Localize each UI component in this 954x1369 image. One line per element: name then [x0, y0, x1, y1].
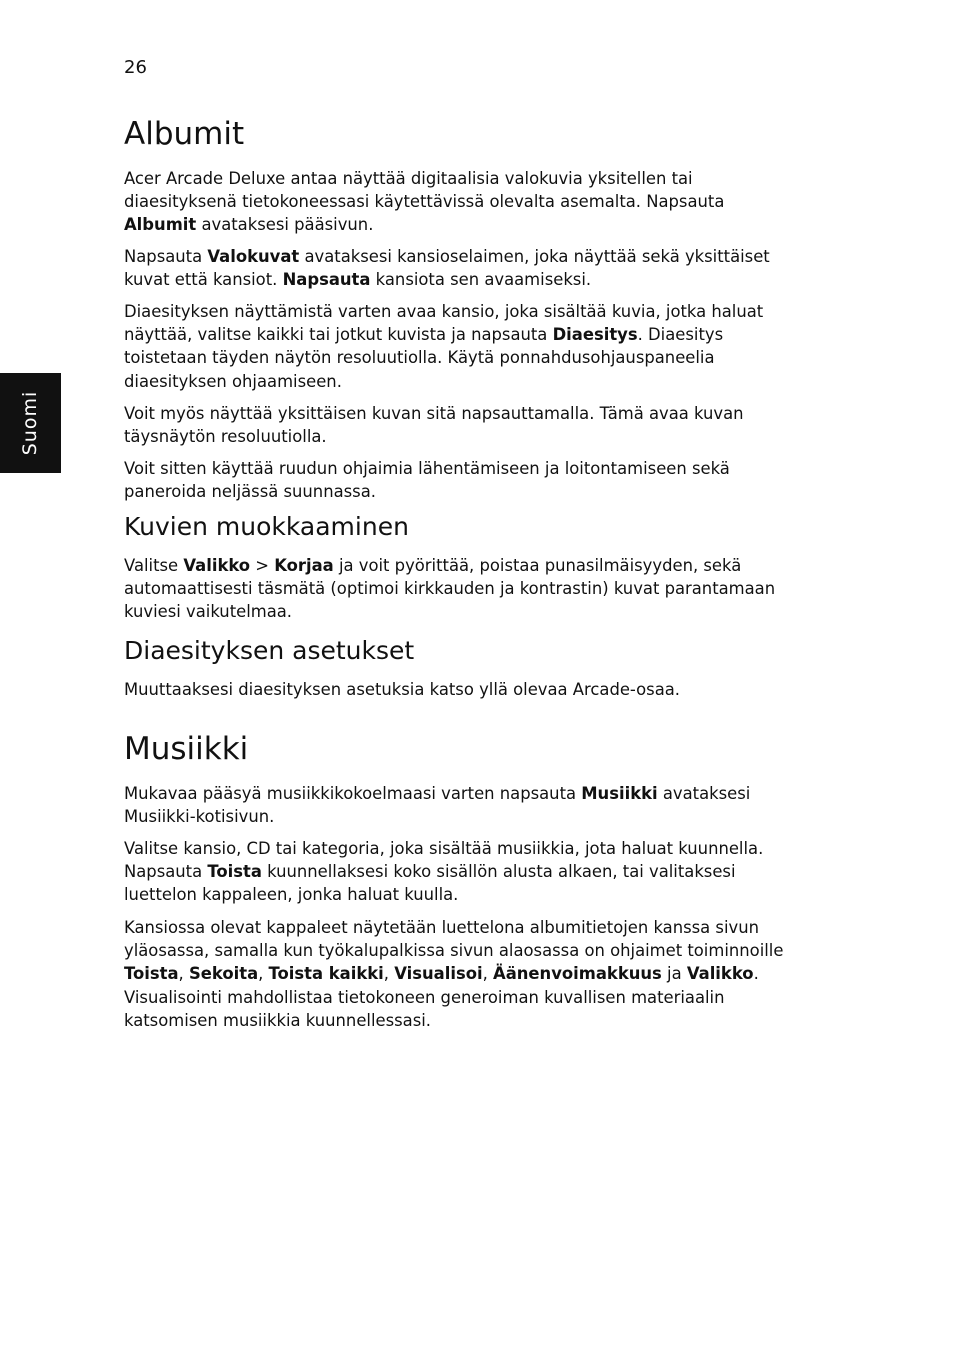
term-valikko: Valikko [686, 964, 754, 984]
paragraph-albumit-3 [124, 300, 824, 393]
text-line: katsomisen musiikkia kuunnellessasi. [124, 1010, 432, 1030]
text-line: Albumit avataksesi pääsivun. [124, 215, 374, 235]
heading-albumit: Albumit [124, 116, 245, 152]
text-line: diaesityksenä tietokoneessasi käytettävissä olevalta asemalta. Napsauta [124, 192, 725, 212]
text-line: paneroida neljässä suunnassa. [124, 482, 376, 502]
text-line: näyttää, valitse kaikki tai jotkut kuvista ja napsauta Diaesitys. Diaesitys [124, 325, 724, 345]
term-korjaa: Korjaa [274, 556, 334, 575]
paragraph-albumit-5 [124, 457, 824, 503]
text-line: Valitse kansio, CD tai kategoria, joka sisältää musiikkia, jota haluat kuunnella. [124, 839, 764, 858]
paragraph-diaesityksen-1 [124, 678, 824, 701]
text-line: automaattisesti täsmätä (optimoi kirkkauden ja kontrastin) kuvat parantamaan [124, 579, 776, 599]
text-line: luettelon kappaleen, jonka haluat kuulla. [124, 885, 459, 905]
text-line: Acer Arcade Deluxe antaa näyttää digitaalisia valokuvia yksitellen tai [124, 169, 693, 188]
text-line: kuviesi vaikutelmaa. [124, 602, 293, 622]
paragraph-kuvien-1 [124, 554, 824, 624]
term-sekoita: Sekoita [188, 964, 259, 984]
text-line: Muuttaaksesi diaesityksen asetuksia katso yllä olevaa Arcade-osaa. [124, 680, 681, 699]
term-diaesitys: Diaesitys [552, 325, 638, 345]
text-line: Diaesityksen näyttämistä varten avaa kansio, joka sisältää kuvia, jotka haluat [124, 302, 764, 321]
term-napsauta: Napsauta [282, 270, 371, 290]
text-line: Napsauta Valokuvat avataksesi kansioselaimen, joka näyttää sekä yksittäiset [124, 247, 770, 266]
term-toista: Toista [124, 964, 179, 984]
term-valokuvat: Valokuvat [207, 247, 300, 266]
text-line: yläosassa, samalla kun työkalupalkissa sivun alaosassa on ohjaimet toiminnoille [124, 941, 784, 961]
text-line: Visualisointi mahdollistaa tietokoneen generoiman kuvallisen materiaalin [124, 987, 725, 1007]
heading-musiikki: Musiikki [124, 731, 249, 767]
text-line: Musiikki-kotisivun. [124, 807, 275, 827]
term-albumit: Albumit [124, 215, 197, 235]
text-line: Toista, Sekoita, Toista kaikki, Visualisoi, Äänenvoimakkuus ja Valikko. [124, 964, 759, 984]
term-aanenvoimakkuus: Äänenvoimakkuus [493, 964, 662, 984]
text-line: toistetaan täyden näytön resoluutiolla. Käytä ponnahdusohjauspaneelia [124, 348, 715, 368]
paragraph-albumit-1 [124, 167, 824, 237]
paragraph-musiikki-2 [124, 837, 824, 907]
side-tab-label: Suomi [19, 390, 41, 456]
term-toista: Toista [207, 862, 262, 882]
term-visualisoi: Visualisoi [394, 964, 483, 984]
text-line: Voit sitten käyttää ruudun ohjaimia lähentämiseen ja loitontamiseen sekä [124, 459, 730, 478]
paragraph-musiikki-1 [124, 782, 824, 828]
text-line: Voit myös näyttää yksittäisen kuvan sitä napsauttamalla. Tämä avaa kuvan [124, 404, 744, 423]
heading-kuvien-muokkaaminen: Kuvien muokkaaminen [124, 512, 409, 541]
page-number: 26 [124, 57, 147, 78]
term-musiikki: Musiikki [581, 784, 658, 803]
text-line: kuvat että kansiot. Napsauta kansiota sen avaamiseksi. [124, 270, 592, 290]
paragraph-albumit-4 [124, 402, 824, 448]
text-line: täysnäytön resoluutiolla. [124, 427, 327, 447]
heading-diaesityksen-asetukset: Diaesityksen asetukset [124, 636, 415, 665]
text-line: diaesityksen ohjaamiseen. [124, 371, 342, 391]
paragraph-albumit-2 [124, 245, 824, 291]
term-valikko: Valikko [183, 556, 251, 575]
text-line: Mukavaa pääsyä musiikkikokoelmaasi varten napsauta Musiikki avataksesi [124, 784, 751, 803]
paragraph-musiikki-3 [124, 916, 824, 1032]
term-toista-kaikki: Toista kaikki [268, 964, 384, 984]
text-line: Valitse Valikko > Korjaa ja voit pyörittää, poistaa punasilmäisyyden, sekä [124, 556, 742, 575]
text-line: Kansiossa olevat kappaleet näytetään luettelona albumitietojen kanssa sivun [124, 918, 760, 937]
text-line: Napsauta Toista kuunnellaksesi koko sisällön alusta alkaen, tai valitaksesi [124, 862, 736, 882]
